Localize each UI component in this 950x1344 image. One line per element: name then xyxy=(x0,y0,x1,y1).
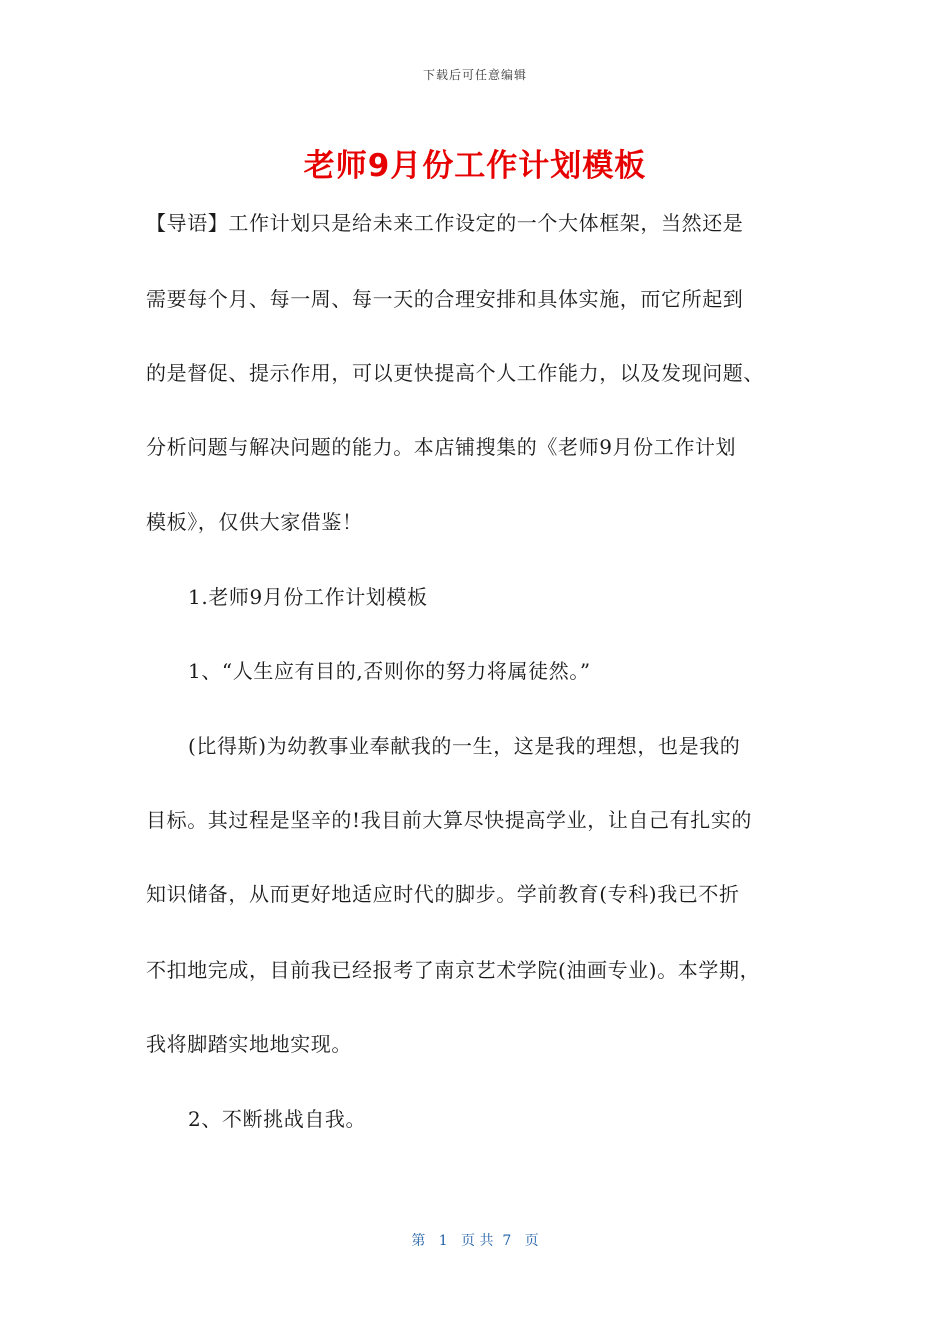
body-line-2: 需要每个月、每一周、每一天的合理安排和具体实施，而它所起到 xyxy=(146,287,744,311)
section-heading: 1.老师9月份工作计划模板 xyxy=(188,585,428,609)
document-title: 老师9月份工作计划模板 xyxy=(303,148,647,184)
body-line-1: 【导语】工作计划只是给未来工作设定的一个大体框架，当然还是 xyxy=(146,211,744,235)
page-footer: 第 1 页 共 7 页 xyxy=(411,1233,539,1249)
body-line-7: 目标。其过程是坚辛的!我目前大算尽快提高学业，让自己有扎实的 xyxy=(146,808,753,832)
header-note: 下载后可任意编辑 xyxy=(422,68,527,82)
body-line-8: 知识储备，从而更好地适应时代的脚步。学前教育(专科)我已不折 xyxy=(146,882,740,906)
body-line-5: 模板》，仅供大家借鉴！ xyxy=(146,510,363,534)
body-line-10: 我将脚踏实地地实现。 xyxy=(146,1032,352,1056)
body-line-4: 分析问题与解决问题的能力。本店铺搜集的《老师9月份工作计划 xyxy=(146,435,737,459)
body-line-6: (比得斯)为幼教事业奉献我的一生，这是我的理想，也是我的 xyxy=(188,734,741,758)
body-line-9: 不扣地完成，目前我已经报考了南京艺术学院(油画专业)。本学期， xyxy=(146,958,761,982)
item-heading-2: 2、不断挑战自我。 xyxy=(188,1107,367,1131)
body-line-3: 的是督促、提示作用，可以更快提高个人工作能力，以及发现问题、 xyxy=(146,361,764,385)
quote-line: 1、“人生应有目的,否则你的努力将属徒然。” xyxy=(188,659,591,683)
